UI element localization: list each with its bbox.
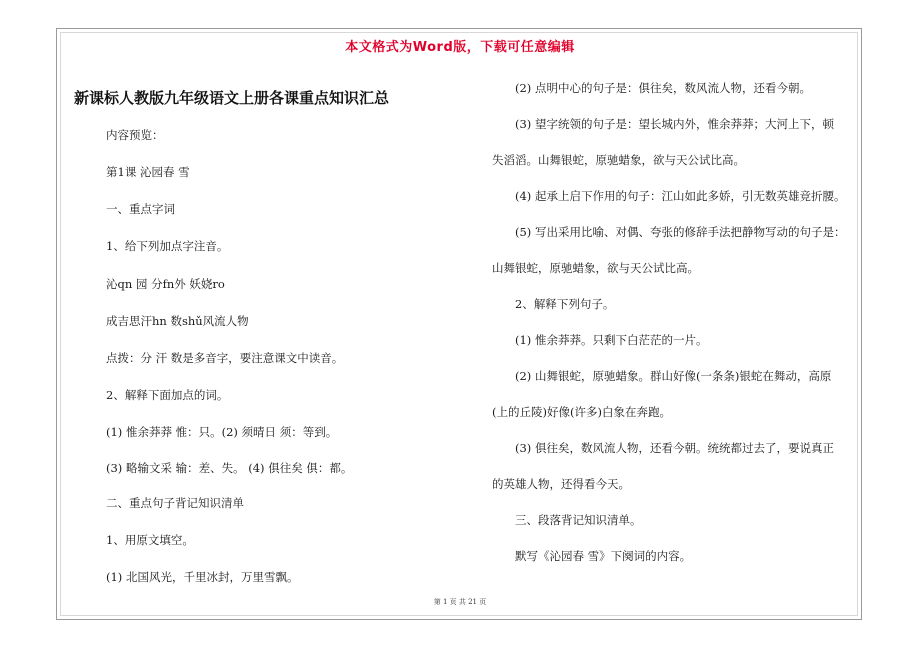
text-line: (1) 惟余莽莽。只剩下白茫茫的一片。 bbox=[515, 333, 708, 347]
document-title: 新课标人教版九年级语文上册各课重点知识汇总 bbox=[74, 89, 390, 107]
text-line: (3) 俱往矣，数风流人物，还看今朝。统统都过去了，要说真正 bbox=[515, 441, 834, 455]
text-line: (1) 惟余莽莽 惟：只。(2) 须晴日 须：等到。 bbox=[106, 425, 338, 439]
text-line: 第1课 沁园春 雪 bbox=[106, 165, 190, 179]
text-line: (2) 点明中心的句子是：俱往矣，数风流人物，还看今朝。 bbox=[515, 81, 811, 95]
text-line: 的英雄人物，还得看今天。 bbox=[492, 477, 630, 491]
text-line: (5) 写出采用比喻、对偶、夸张的修辞手法把静物写动的句子是： bbox=[515, 225, 846, 239]
text-line: 默写《沁园春 雪》下阕词的内容。 bbox=[515, 549, 692, 563]
text-line: 点拨：分 汗 数是多音字，要注意课文中读音。 bbox=[106, 351, 344, 365]
text-line: 三、段落背记知识清单。 bbox=[515, 513, 642, 527]
text-line: 失滔滔。山舞银蛇，原驰蜡象，欲与天公试比高。 bbox=[492, 153, 745, 167]
word-format-banner: 本文格式为Word版，下载可任意编辑 bbox=[345, 40, 575, 55]
text-line: 2、解释下列句子。 bbox=[515, 297, 615, 311]
text-line: 2、解释下面加点的词。 bbox=[106, 388, 229, 402]
text-line: 内容预览： bbox=[106, 128, 164, 142]
text-line: 成吉思汗hn 数shǔ风流人物 bbox=[106, 314, 249, 328]
text-line: 沁qn 园 分fn外 妖娆ro bbox=[106, 277, 225, 291]
text-line: (3) 略输文采 输：差、失。 (4) 俱往矣 俱：都。 bbox=[106, 461, 353, 475]
page-footer: 第 1 页 共 21 页 bbox=[433, 598, 487, 606]
text-line: (上的丘陵)好像(许多)白象在奔跑。 bbox=[492, 405, 671, 419]
text-line: 1、给下列加点字注音。 bbox=[106, 239, 229, 253]
text-line: (4) 起承上启下作用的句子：江山如此多娇，引无数英雄竞折腰。 bbox=[515, 189, 846, 203]
text-line: 山舞银蛇，原驰蜡象，欲与天公试比高。 bbox=[492, 261, 699, 275]
text-line: 一、重点字词 bbox=[106, 202, 175, 216]
text-line: 1、用原文填空。 bbox=[106, 533, 194, 547]
text-line: (2) 山舞银蛇，原驰蜡象。群山好像(一条条)银蛇在舞动，高原 bbox=[515, 369, 832, 383]
text-line: (3) 望字统领的句子是：望长城内外，惟余莽莽；大河上下，顿 bbox=[515, 117, 834, 131]
text-line: 二、重点句子背记知识清单 bbox=[106, 496, 244, 510]
text-line: (1) 北国风光，千里冰封，万里雪飘。 bbox=[106, 570, 299, 584]
